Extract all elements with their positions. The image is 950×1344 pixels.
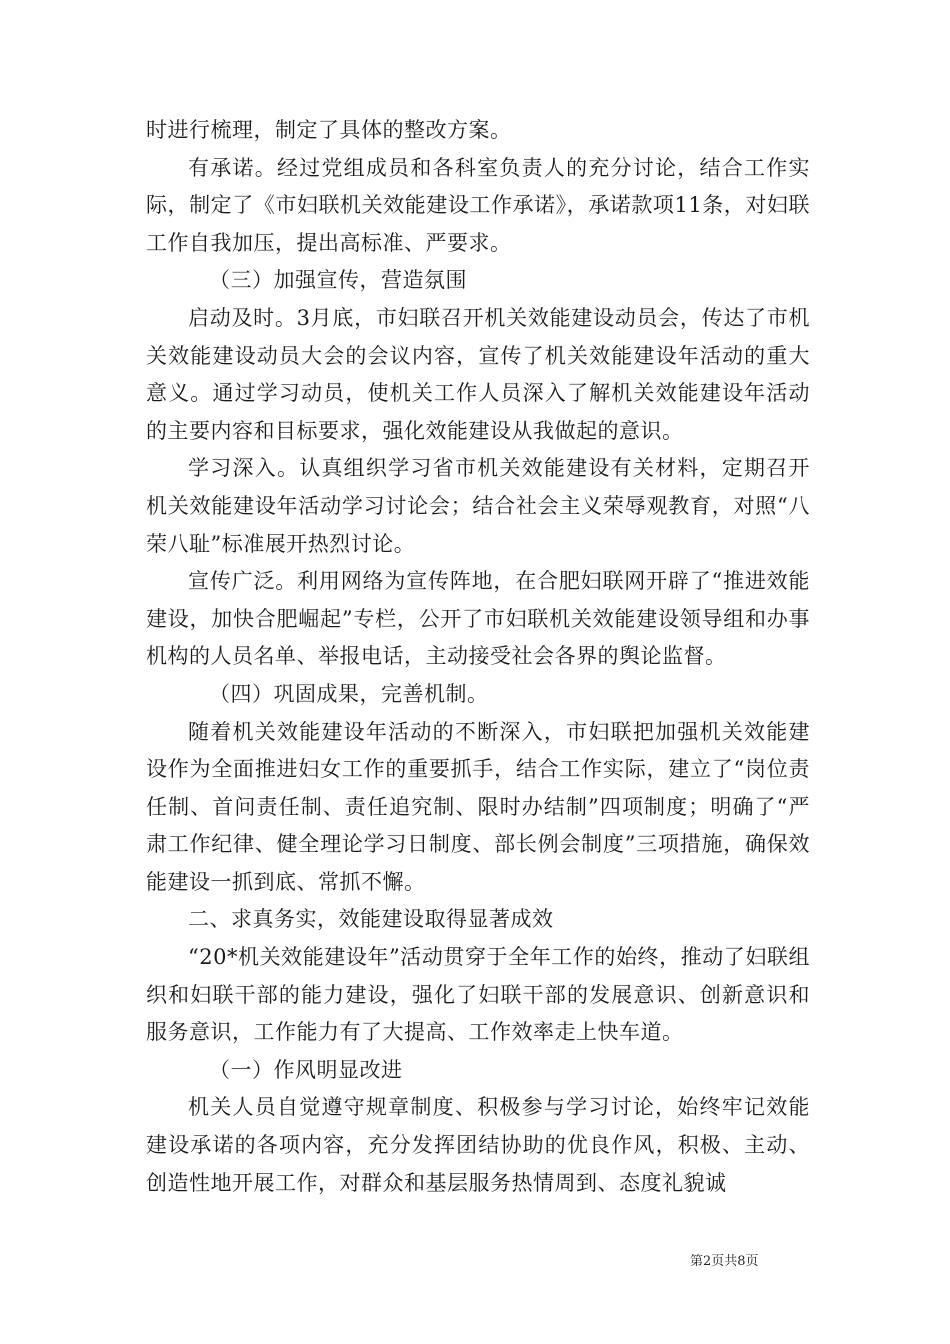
paragraph-continuation: 时进行梳理，制定了具体的整改方案。 [146,118,512,142]
section-heading-publicity: （三）加强宣传，营造氛围 [209,268,467,293]
paragraph-study: 学习深入。认真组织学习省市机关效能建设有关材料，定期召开机关效能建设年活动学习讨论会；结合社会主义荣辱观教育，对照“八荣八耻”标准展开热烈讨论。 [146,456,810,556]
paragraph-propaganda: 宣传广泛。利用网络为宣传阵地，在合肥妇联网开辟了“推进效能建设，加快合肥崛起”专栏，公开了市妇联机关效能建设领导组和办事机构的人员名单、举报电话，主动接受社会各界的舆论监督。 [146,569,810,669]
section-heading-mechanism: （四）巩固成果，完善机制。 [209,681,489,706]
paragraph-launch: 启动及时。3月底，市妇联召开机关效能建设动员会，传达了市机关效能建设动员大会的会议内容，宣传了机关效能建设年活动的重大意义。通过学习动员，使机关工作人员深入了解机关效能建设年活动的主要内容和目标要求，强化效能建设从我做起的意识。 [146,305,810,443]
section-heading-style: （一）作风明显改进 [209,1057,403,1082]
document-body [146,112,810,1202]
paragraph-mechanism: 随着机关效能建设年活动的不断深入，市妇联把加强机关效能建设作为全面推进妇女工作的重要抓手，结合工作实际，建立了“岗位责任制、首问责任制、责任追究制、限时办结制”四项制度；明确了“严肃工作纪律、健全理论学习日制度、部长例会制度”三项措施，确保效能建设一抓到底、常抓不懈。 [146,719,810,894]
paragraph-style: 机关人员自觉遵守规章制度、积极参与学习讨论，始终牢记效能建设承诺的各项内容，充分发挥团结协助的优良作风，积极、主动、创造性地开展工作，对群众和基层服务热情周到、态度礼貌诚 [146,1095,810,1195]
paragraph-results: “20*机关效能建设年”活动贯穿于全年工作的始终，推动了妇联组织和妇联干部的能力建设，强化了妇联干部的发展意识、创新意识和服务意识，工作能力有了大提高、工作效率走上快车道。 [146,945,810,1045]
paragraph-commitment: 有承诺。经过党组成员和各科室负责人的充分讨论，结合工作实际，制定了《市妇联机关效能建设工作承诺》，承诺款项11条，对妇联工作自我加压，提出高标准、严要求。 [146,155,810,255]
page-number: 第2页共8页 [690,1254,759,1269]
section-heading-results: 二、求真务实，效能建设取得显著成效 [188,907,554,932]
